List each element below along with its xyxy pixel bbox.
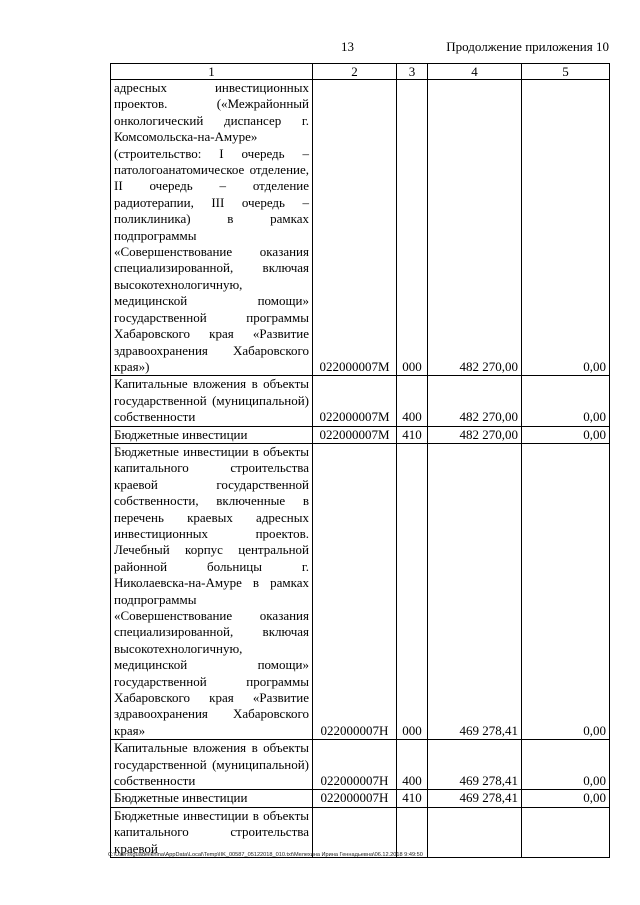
item-name-cell: адресных инвестиционных проектов. («Межрайонный онкологический диспансер г. Комсомольска-на-Амуре» (строительство: I очередь – патологоанатомическое отделение, II очередь – отделение радиотерапии, III очередь – поликлиника) в рамках подпрограммы «Совершенствование оказания специализированной, включая высокотехнологичную, медицинской помощи» государственной программы Хабаровского края «Развитие здравоохранения Хабаровского края») (111, 80, 313, 376)
target-code-cell: 022000007Н (313, 443, 397, 739)
budget-table (110, 63, 610, 858)
column-header: 5 (522, 64, 610, 80)
federal-amount-cell: 0,00 (522, 376, 610, 426)
federal-amount-cell: 0,00 (522, 443, 610, 739)
table-row (111, 443, 610, 739)
file-path-footer: C:\Users\iguadelikhina\AppData\Local\Temp\IIK_00587_05122018_010.txt\Мелехина Ирина Геннадьевна\06.12.2018 9:49:50 (108, 852, 423, 858)
table-row (111, 80, 610, 376)
amount-cell: 469 278,41 (428, 790, 522, 807)
target-code-cell: 022000007М (313, 376, 397, 426)
amount-cell (428, 807, 522, 857)
target-code-cell: 022000007Н (313, 740, 397, 790)
item-name-cell: Бюджетные инвестиции (111, 426, 313, 443)
target-code-cell (313, 807, 397, 857)
federal-amount-cell: 0,00 (522, 790, 610, 807)
table-row (111, 376, 610, 426)
item-name-cell: Бюджетные инвестиции в объекты капитального строительства краевой (111, 807, 313, 857)
expense-type-cell: 400 (397, 376, 428, 426)
table-row (111, 426, 610, 443)
table-row (111, 807, 610, 857)
target-code-cell: 022000007Н (313, 790, 397, 807)
expense-type-cell (397, 807, 428, 857)
item-name-cell: Капитальные вложения в объекты государственной (муниципальной) собственности (111, 376, 313, 426)
federal-amount-cell: 0,00 (522, 80, 610, 376)
amount-cell: 482 270,00 (428, 80, 522, 376)
expense-type-cell: 000 (397, 80, 428, 376)
federal-amount-cell: 0,00 (522, 426, 610, 443)
column-header: 1 (111, 64, 313, 80)
item-name-cell: Капитальные вложения в объекты государственной (муниципальной) собственности (111, 740, 313, 790)
page-number: 13 (341, 39, 354, 54)
item-name-cell: Бюджетные инвестиции в объекты капитального строительства краевой государственной собственности, включенные в перечень краевых адресных инвестиционных проектов. Лечебный корпус центральной районной больницы г. Николаевска-на-Амуре в рамках подпрограммы «Совершенствование оказания специализированной, включая высокотехнологичную, медицинской помощи» государственной программы Хабаровского края «Развитие здравоохранения Хабаровского края» (111, 443, 313, 739)
amount-cell: 469 278,41 (428, 443, 522, 739)
target-code-cell: 022000007М (313, 426, 397, 443)
expense-type-cell: 410 (397, 790, 428, 807)
expense-type-cell: 410 (397, 426, 428, 443)
federal-amount-cell (522, 807, 610, 857)
amount-cell: 482 270,00 (428, 426, 522, 443)
amount-cell: 482 270,00 (428, 376, 522, 426)
expense-type-cell: 400 (397, 740, 428, 790)
federal-amount-cell: 0,00 (522, 740, 610, 790)
appendix-continuation-note: Продолжение приложения 10 (446, 39, 609, 54)
column-header: 3 (397, 64, 428, 80)
column-header: 4 (428, 64, 522, 80)
column-header: 2 (313, 64, 397, 80)
amount-cell: 469 278,41 (428, 740, 522, 790)
expense-type-cell: 000 (397, 443, 428, 739)
table-row (111, 740, 610, 790)
table-header-row (111, 64, 610, 80)
table-row (111, 790, 610, 807)
item-name-cell: Бюджетные инвестиции (111, 790, 313, 807)
target-code-cell: 022000007М (313, 80, 397, 376)
